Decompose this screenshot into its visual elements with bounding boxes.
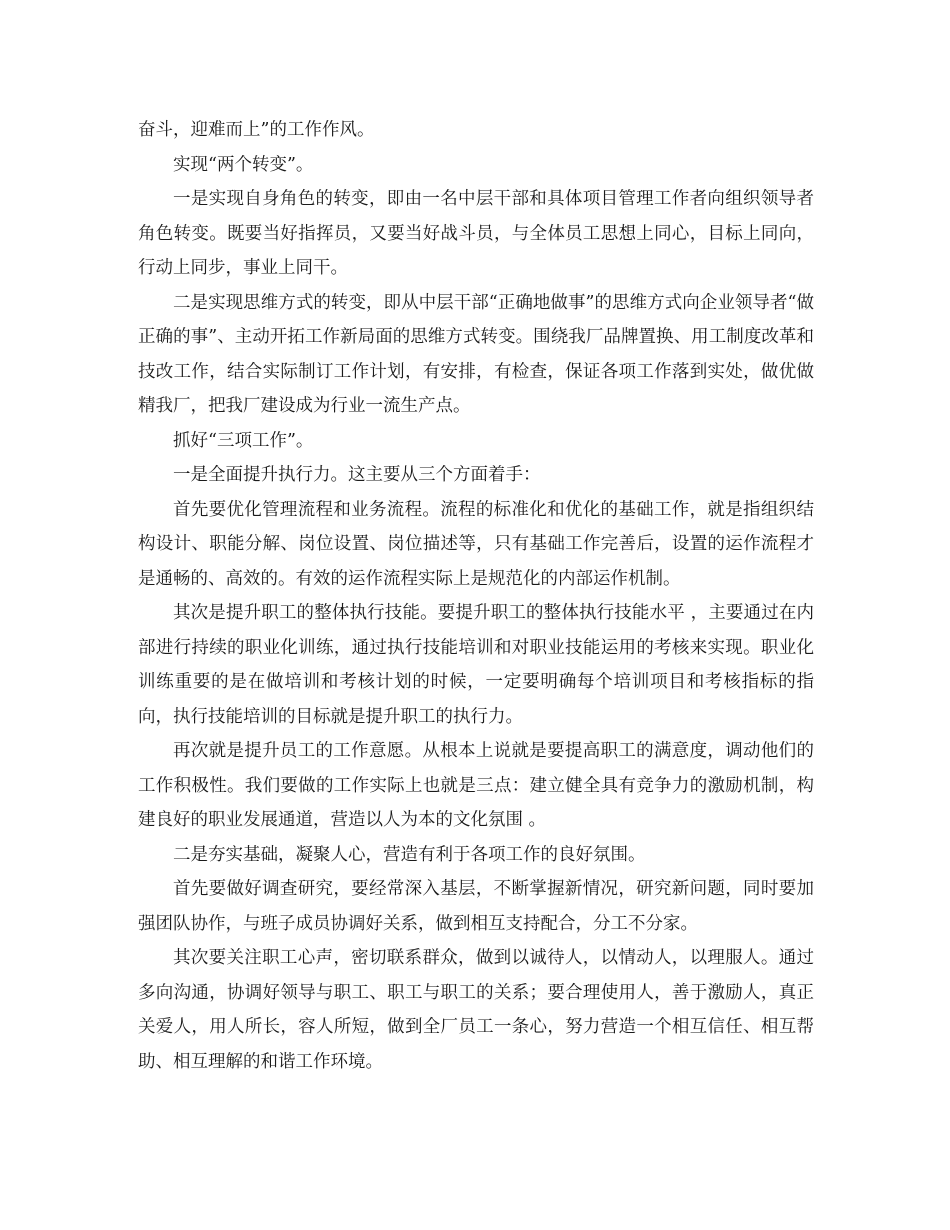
paragraph-heading-three-tasks: 抓好“三项工作”。: [173, 430, 314, 451]
paragraph-execution-intro: 一是全面提升执行力。这主要从三个方面着手：: [173, 465, 541, 485]
paragraph-thinking-transformation: 二是实现思维方式的转变，即从中层干部“正确地做事”的思维方式向企业领导者“做正确的事”、主动开拓工作新局面的思维方式转变。围绕我厂品牌置换、用工制度改革和技改工作，结合实际制订工作计划，有安排，有检查，保证各项工作落到实处，做优做精我厂，把我厂建设成为行业一流生产点。: [138, 292, 814, 416]
paragraph-improve-skills: 其次是提升职工的整体执行技能。要提升职工的整体执行技能水平 ，主要通过在内部进行持续的职业化训练，通过执行技能培训和对职业技能运用的考核来实现。职业化训练重要的是在做培训和考核计划的时候，一定要明确每个培训项目和考核指标的指向，执行技能培训的目标就是提升职工的执行力。: [138, 603, 814, 727]
paragraph-heading-two-transformations: 实现“两个转变”。: [173, 154, 314, 175]
paragraph-optimize-process: 首先要优化管理流程和业务流程。流程的标准化和优化的基础工作，就是指组织结构设计、职能分解、岗位设置、岗位描述等，只有基础工作完善后，设置的运作流程才是通畅的、高效的。有效的运作流程实际上是规范化的内部运作机制。: [138, 499, 814, 589]
paragraph-employee-care: 其次要关注职工心声，密切联系群众，做到以诚待人，以情动人，以理服人。通过多向沟通，协调好领导与职工、职工与职工的关系；要合理使用人，善于激励人，真正关爱人，用人所长，容人所短，做到全厂员工一条心，努力营造一个相互信任、相互帮助、相互理解的和谐工作环境。: [138, 948, 814, 1072]
paragraph-investigation-research: 首先要做好调查研究，要经常深入基层，不断掌握新情况，研究新问题，同时要加强团队协作，与班子成员协调好关系，做到相互支持配合，分工不分家。: [138, 879, 814, 934]
paragraph-continuation: 奋斗，迎难而上”的工作作风。: [138, 120, 375, 140]
paragraph-role-transformation: 一是实现自身角色的转变，即由一名中层干部和具体项目管理工作者向组织领导者角色转变。既要当好指挥员，又要当好战斗员，与全体员工思想上同心，目标上同向，行动上同步，事业上同干。: [138, 189, 814, 278]
paragraph-consolidate-foundation: 二是夯实基础，凝聚人心，营造有利于各项工作的良好氛围。: [173, 844, 646, 865]
document-body: [138, 113, 814, 1079]
paragraph-work-willingness: 再次就是提升员工的工作意愿。从根本上说就是要提高职工的满意度，调动他们的工作积极性。我们要做的工作实际上也就是三点：建立健全具有竞争力的激励机制，构建良好的职业发展通道，营造以人为本的文化氛围 。: [138, 741, 814, 830]
